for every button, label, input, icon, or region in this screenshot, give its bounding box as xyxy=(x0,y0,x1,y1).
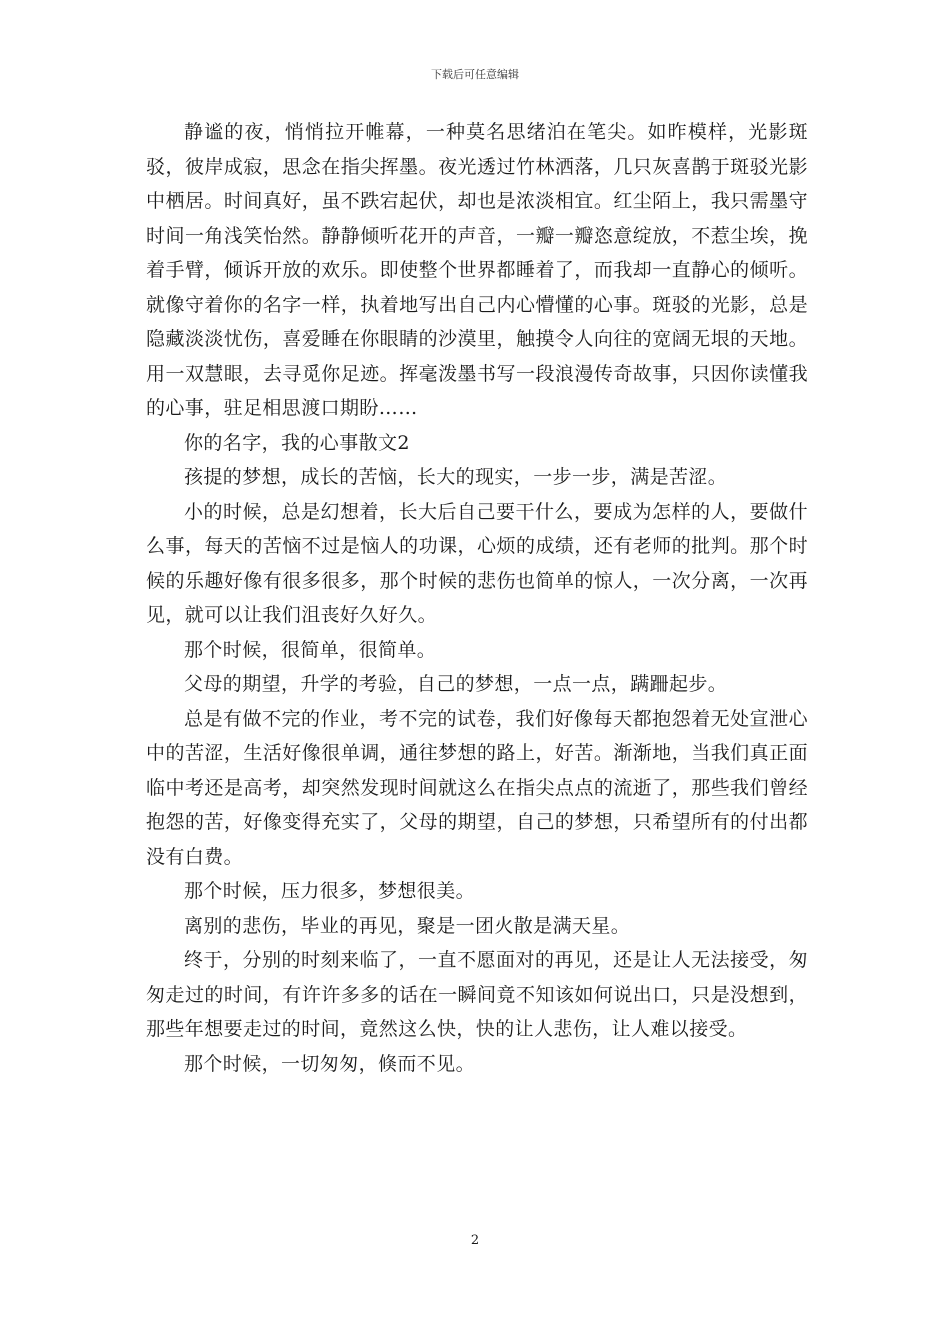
document-body xyxy=(146,115,808,1081)
paragraph: 那个时候，压力很多，梦想很美。 xyxy=(184,880,476,902)
paragraph: 静谧的夜，悄悄拉开帷幕，一种莫名思绪泊在笔尖。如昨模样，光影斑驳，彼岸成寂，思念在指尖挥墨。夜光透过竹林洒落，几只灰喜鹊于斑驳光影中栖居。时间真好，虽不跌宕起伏，却也是浓淡相宜。红尘陌上，我只需墨守时间一角浅笑怡然。静静倾听花开的声音，一瓣一瓣恣意绽放，不惹尘埃，挽着手臂，倾诉开放的欢乐。即使整个世界都睡着了，而我却一直静心的倾听。就像守着你的名字一样，执着地写出自己内心懵懂的心事。斑驳的光影，总是隐藏淡淡忧伤，喜爱睡在你眼睛的沙漠里，触摸令人向往的宽阔无垠的天地。用一双慧眼，去寻觅你足迹。挥毫泼墨书写一段浪漫传奇故事，只因你读懂我的心事，驻足相思渡口期盼…… xyxy=(146,121,808,419)
paragraph: 小的时候，总是幻想着，长大后自己要干什么，要成为怎样的人，要做什么事，每天的苦恼不过是恼人的功课，心烦的成绩，还有老师的批判。那个时候的乐趣好像有很多很多，那个时候的悲伤也简单的惊人，一次分离，一次再见，就可以让我们沮丧好久好久。 xyxy=(146,500,808,626)
paragraph: 孩提的梦想，成长的苦恼，长大的现实，一步一步，满是苦涩。 xyxy=(184,466,728,488)
section-heading: 你的名字，我的心事散文2 xyxy=(184,431,410,454)
page-number: 2 xyxy=(470,1233,480,1248)
paragraph: 那个时候，很简单，很简单。 xyxy=(184,638,437,661)
paragraph: 离别的悲伤，毕业的再见，聚是一团火散是满天星。 xyxy=(184,914,631,937)
paragraph: 父母的期望，升学的考验，自己的梦想，一点一点，蹒跚起步。 xyxy=(184,673,728,695)
paragraph: 那个时候，一切匆匆，倏而不见。 xyxy=(184,1052,476,1075)
paragraph: 总是有做不完的作业，考不完的试卷，我们好像每天都抱怨着无处宣泄心中的苦涩，生活好像很单调，通往梦想的路上，好苦。渐渐地，当我们真正面临中考还是高考，却突然发现时间就这么在指尖点点的流逝了，那些我们曾经抱怨的苦，好像变得充实了，父母的期望，自己的梦想，只希望所有的付出都没有白费。 xyxy=(146,707,808,868)
page-header: 下载后可任意编辑 xyxy=(431,68,519,81)
paragraph: 终于，分别的时刻来临了，一直不愿面对的再见，还是让人无法接受，匆匆走过的时间，有许许多多的话在一瞬间竟不知该如何说出口，只是没想到，那些年想要走过的时间，竟然这么快，快的让人悲伤，让人难以接受。 xyxy=(146,949,808,1040)
